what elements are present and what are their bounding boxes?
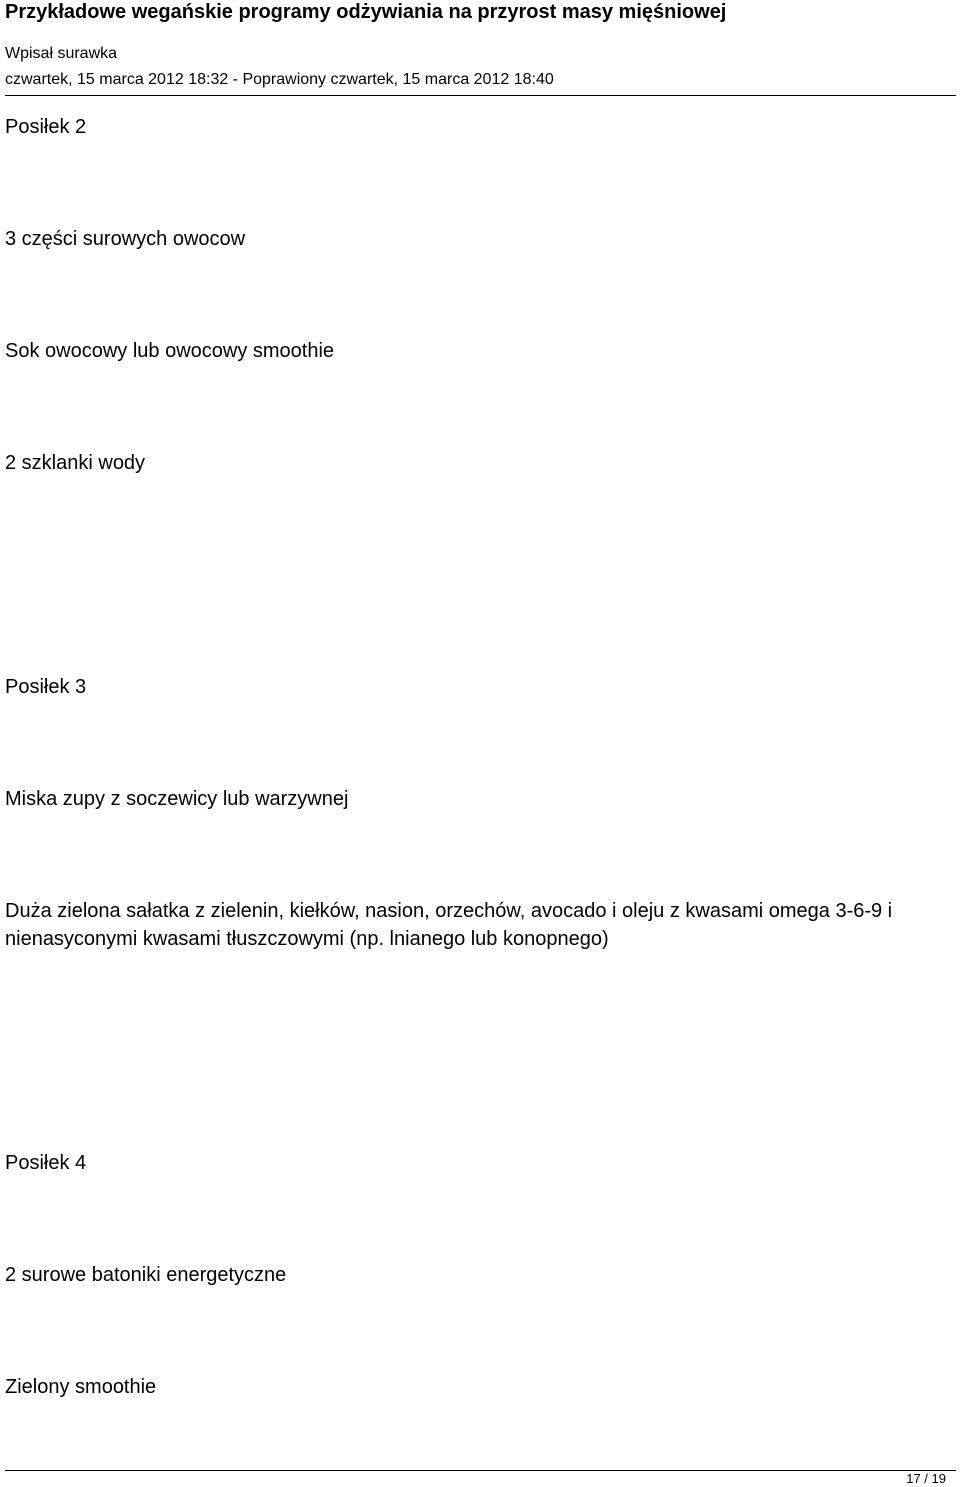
header-divider (5, 95, 956, 96)
footer-divider (5, 1470, 956, 1471)
author-line: Wpisał surawka (5, 45, 118, 62)
meal-item: Miska zupy z soczewicy lub warzywnej (5, 788, 349, 810)
meal-item: 2 szklanki wody (5, 452, 146, 474)
meal-item: 3 części surowych owocow (5, 228, 246, 250)
page-number: 17 / 19 (906, 1471, 946, 1486)
meal-heading-4: Posiłek 4 (5, 1152, 87, 1174)
meal-item: Sok owocowy lub owocowy smoothie (5, 340, 335, 362)
meal-heading-2: Posiłek 2 (5, 116, 87, 138)
meal-item: Zielony smoothie (5, 1376, 157, 1398)
date-line: czwartek, 15 marca 2012 18:32 - Poprawiony czwartek, 15 marca 2012 18:40 (5, 71, 554, 88)
meal-heading-3: Posiłek 3 (5, 676, 87, 698)
page-title: Przykładowe wegańskie programy odżywiania na przyrost masy mięśniowej (5, 1, 727, 23)
meal-item: Duża zielona sałatka z zielenin, kiełków, nasion, orzechów, avocado i oleju z kwasami omega 3-6-9 i nienasyconymi kwasami tłuszczowymi (np. lnianego lub konopnego) (5, 900, 893, 950)
meal-item: 2 surowe batoniki energetyczne (5, 1264, 287, 1286)
